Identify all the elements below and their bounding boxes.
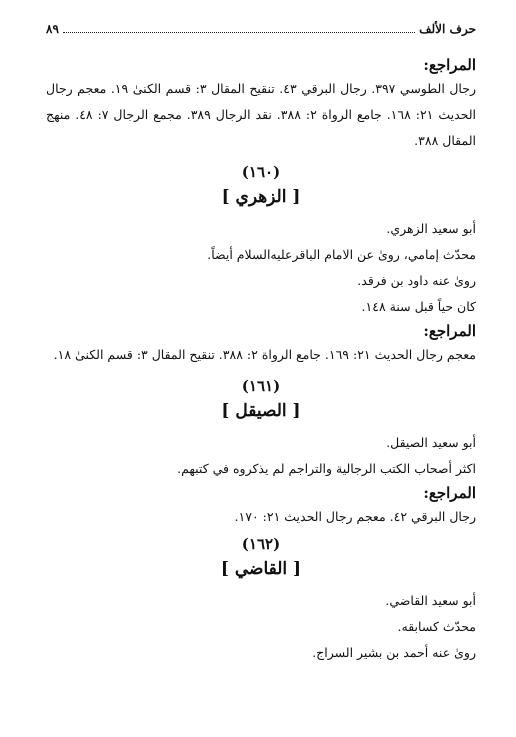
entry-number: (١٦٠)	[241, 163, 281, 181]
references-heading: المراجع:	[423, 56, 476, 74]
entry-line: كان حياً قبل سنة ١٤٨.	[361, 299, 476, 314]
entry-line: أبو سعيد القاضي.	[385, 593, 476, 608]
entry-title: [ الزهري ]	[221, 187, 301, 207]
references-text: رجال الطوسي ٣٩٧. رجال البرقي ٤٣. تنقيح المقال ٣: قسم الكنىٰ ١٩. معجم رجال الحديث ٢١: ١٦٨. جامع الرواة ٢: ٣٨٨. نقد الرجال ٣٨٩. مجمع الرجال ٧: ٤٨. منهج المقال ٣٨٨.	[46, 81, 476, 148]
entry-number: (١٦١)	[241, 377, 281, 395]
entry-line: محدّث إمامي، روىٰ عن الامام الباقرعليه‌السلام أيضاً.	[207, 247, 476, 262]
leader-dots	[63, 32, 415, 33]
references-heading: المراجع:	[423, 322, 476, 340]
references-text: معجم رجال الحديث ٢١: ١٦٩. جامع الرواة ٢: ٣٨٨. تنقيح المقال ٣: قسم الكنىٰ ١٨.	[53, 347, 476, 362]
references-text: رجال البرقي ٤٢. معجم رجال الحديث ٢١: ١٧٠.	[234, 509, 476, 524]
entry-number: (١٦٢)	[241, 535, 281, 553]
entry-title: [ الصيقل ]	[221, 401, 301, 421]
entry-line: اكثر أصحاب الكتب الرجالية والتراجم لم يذكروه في كتبهم.	[177, 461, 476, 476]
entry-line: أبو سعيد الزهري.	[386, 221, 476, 236]
references-heading: المراجع:	[423, 484, 476, 502]
entry-line: محدّث كسابقه.	[397, 619, 476, 634]
entry-title: [ القاضي ]	[220, 559, 302, 579]
running-head	[46, 22, 476, 42]
entry-line: روىٰ عنه داود بن فرقد.	[357, 273, 476, 288]
entry-line: أبو سعيد الصيقل.	[386, 435, 476, 450]
page-number: ٨٩	[46, 22, 59, 36]
entry-line: روىٰ عنه أحمد بن بشير السراج.	[312, 645, 476, 660]
chapter-title: حرف الألف	[419, 22, 476, 36]
